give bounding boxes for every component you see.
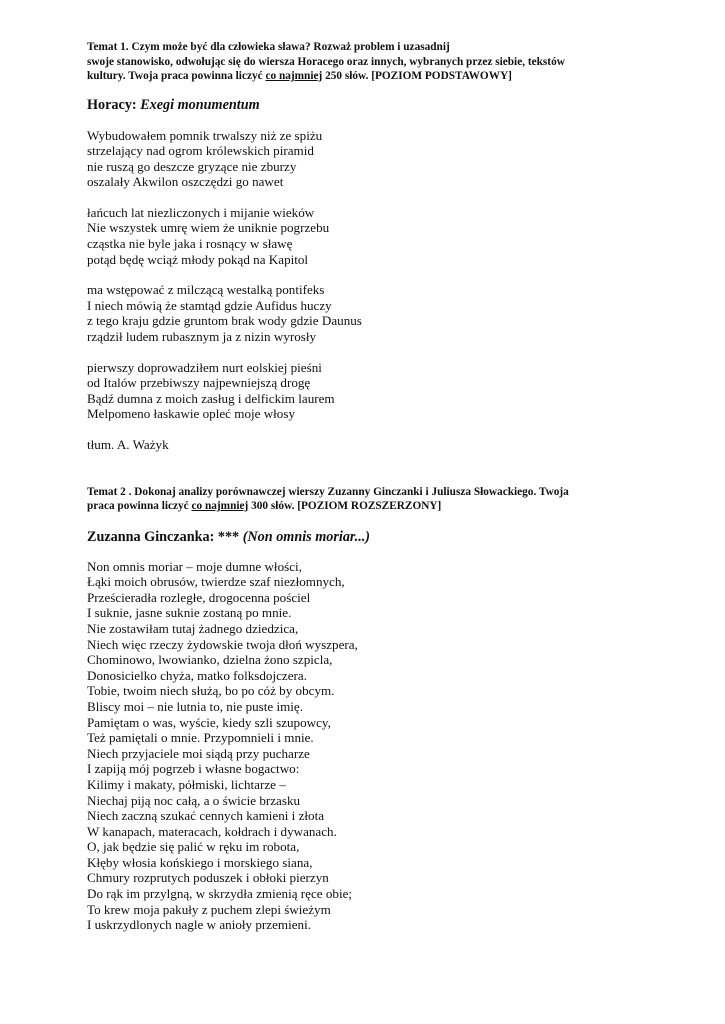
poem-line: łańcuch lat niezliczonych i mijanie wieków <box>87 204 315 220</box>
task-1-prompt <box>87 40 687 84</box>
poem-line: Non omnis moriar – moje dumne włości, <box>87 558 302 574</box>
poem-2-title <box>87 528 687 546</box>
poem-line: Melpomeno łaskawie opleć moje włosy <box>87 406 295 422</box>
poem-line: rządził ludem rubasznym ja z nizin wyrosły <box>87 329 317 345</box>
poem-line: Bądź dumna z moich zasług i delfickim laurem <box>87 390 335 406</box>
poem-line: To krew moja pakuły z puchem zlepi świeżym <box>87 901 331 917</box>
poem-line: strzelający nad ogrom królewskich piramid <box>87 143 314 159</box>
task-1-line-1: Temat 1. Czym może być dla człowieka sława? Rozważ problem i uzasadnij <box>87 41 450 53</box>
poem-line: Nie wszystek umrę wiem że uniknie pogrzebu <box>87 220 330 236</box>
poem-2-author: Zuzanna Ginczanka: *** <box>87 528 243 545</box>
poem-1-name: Exegi monumentum <box>140 96 260 113</box>
poem-line: od Italów przebiwszy najpewniejszą drogę <box>87 375 311 391</box>
task-1-line-3: kultury. Twoja praca powinna liczyć co najmniej 250 słów. [POZIOM PODSTAWOWY] <box>87 70 512 82</box>
poem-line: W kanapach, materacach, kołdrach i dywanach. <box>87 823 337 839</box>
poem-1-stanza <box>87 205 687 267</box>
poem-line: z tego kraju gdzie gruntom brak wody gdzie Daunus <box>87 313 362 329</box>
task-2-line-1: Temat 2 . Dokonaj analizy porównawczej wierszy Zuzanny Ginczanki i Juliusza Słowackiego. Twoja <box>87 485 569 498</box>
poem-line: Niech zaczną szukać cennych kamieni i złota <box>87 808 325 824</box>
poem-1-author: Horacy: <box>87 96 141 113</box>
poem-line: Kłęby włosia końskiego i morskiego siana, <box>87 854 313 870</box>
poem-2-body <box>87 559 687 933</box>
poem-line: Niech więc rzeczy żydowskie twoja dłoń wyszpera, <box>87 636 358 652</box>
task-2-prompt <box>87 485 687 514</box>
poem-line: O, jak będzie się palić w ręku im robota, <box>87 839 300 855</box>
poem-line: oszalały Akwilon oszczędzi go nawet <box>87 174 284 190</box>
poem-line: I zapiją mój pogrzeb i własne bogactwo: <box>87 761 300 777</box>
poem-line: pierwszy doprowadziłem nurt eolskiej pieśni <box>87 359 322 375</box>
poem-line: Donosicielko chyża, matko folksdojczera. <box>87 667 307 683</box>
poem-line: Niechaj piją noc całą, a o świcie brzasku <box>87 792 301 808</box>
translator-credit: tłum. A. Ważyk <box>87 437 169 452</box>
poem-line: cząstka nie byle jaka i rosnący w sławę <box>87 236 293 252</box>
poem-line: Tobie, twoim niech służą, bo po cóż by obcym. <box>87 683 335 699</box>
poem-line: Chmury rozprutych poduszek i obłoki pierzyn <box>87 870 329 886</box>
underlined-co-najmniej: co najmniej <box>265 70 323 82</box>
poem-line: ma wstępować z milczącą westalką pontifeks <box>87 282 325 298</box>
document-page <box>87 40 687 933</box>
poem-line: Niech przyjaciele moi siądą przy pucharze <box>87 745 310 761</box>
poem-line: potąd będę wciąż młody pokąd na Kapitol <box>87 251 309 267</box>
task-1-line-2: swoje stanowisko, odwołując się do wiersza Horacego oraz innych, wybranych przez siebie, tekstów <box>87 55 565 68</box>
underlined-co-najmniej: co najmniej <box>191 500 249 513</box>
poem-line: I niech mówią że stamtąd gdzie Aufidus huczy <box>87 297 332 313</box>
poem-line: Bliscy moi – nie lutnia to, nie puste imię. <box>87 698 304 714</box>
poem-line: Nie zostawiłam tutaj żadnego dziedzica, <box>87 620 299 636</box>
poem-1-title <box>87 96 687 114</box>
poem-1-stanza <box>87 360 687 422</box>
poem-2-name: (Non omnis moriar...) <box>242 528 371 545</box>
poem-1-stanza <box>87 282 687 344</box>
poem-line: I suknie, jasne suknie zostaną po mnie. <box>87 605 292 621</box>
poem-line: Pamiętam o was, wyście, kiedy szli szupowcy, <box>87 714 331 730</box>
poem-line: Chominowo, lwowianko, dzielna żono szpicla, <box>87 652 333 668</box>
poem-line: Też pamiętali o mnie. Przypomnieli i mnie. <box>87 730 314 746</box>
poem-line: Prześcieradła rozległe, drogocenna pościel <box>87 589 311 605</box>
poem-line: nie ruszą go deszcze gryzące nie zburzy <box>87 158 297 174</box>
poem-line: Łąki moich obrusów, twierdze szaf niezłomnych, <box>87 574 345 590</box>
poem-line: Kilimy i makaty, półmiski, lichtarze – <box>87 776 286 792</box>
poem-line: Do rąk im przylgną, w skrzydła zmienią ręce obie; <box>87 886 353 902</box>
poem-1-stanza <box>87 128 687 190</box>
poem-line: Wybudowałem pomnik trwalszy niż ze spiżu <box>87 127 323 143</box>
task-2-line-2: praca powinna liczyć co najmniej 300 słów. [POZIOM ROZSZERZONY] <box>87 500 442 513</box>
poem-line: I uskrzydlonych nagle w anioły przemieni. <box>87 917 311 933</box>
